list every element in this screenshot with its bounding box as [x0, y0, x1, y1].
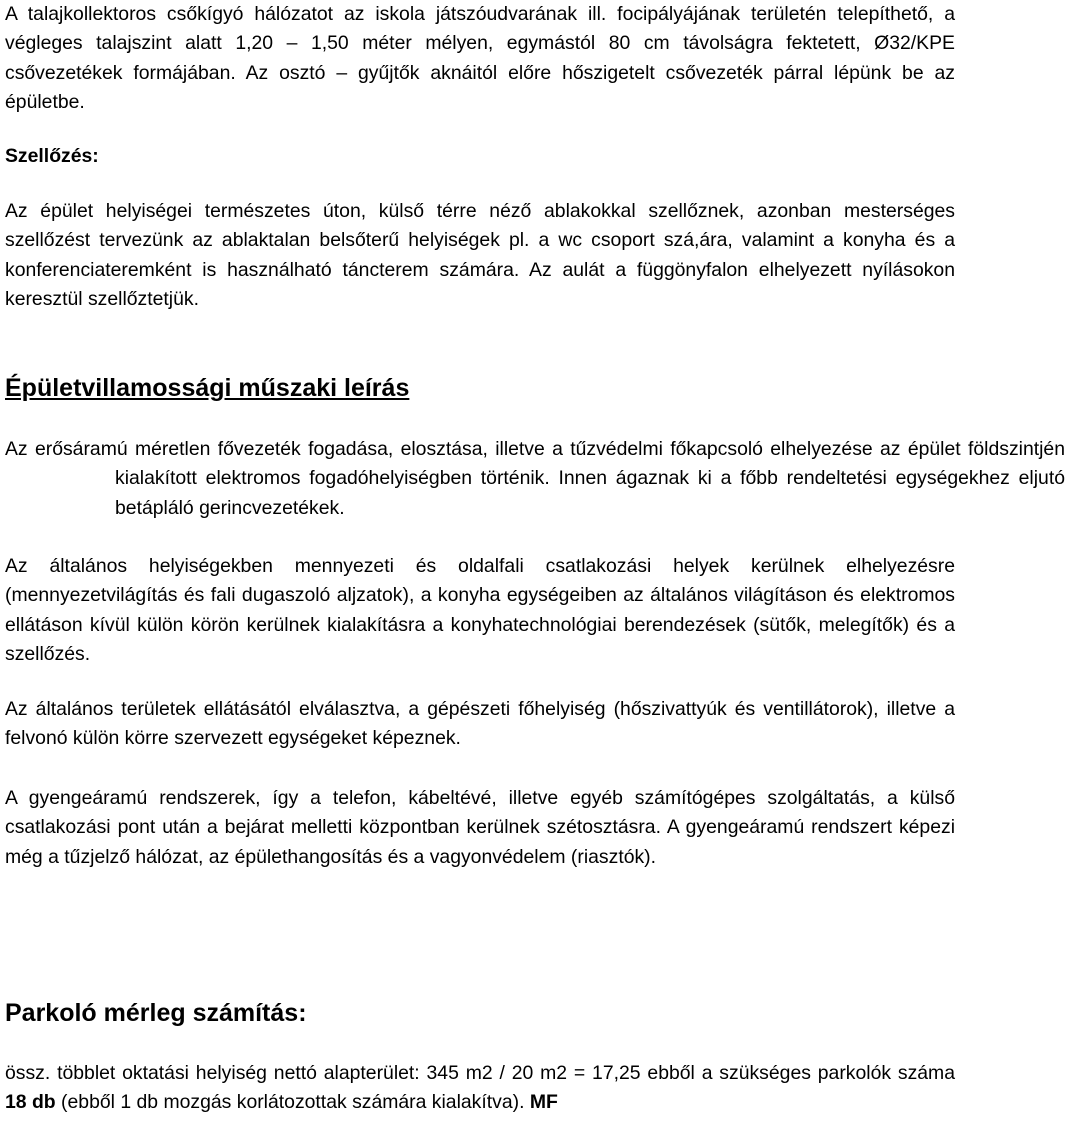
electrical-paragraph-4: A gyengeáramú rendszerek, így a telefon, kábeltévé, illetve egyéb számítógépes szolgáltatás, a külső csatlakozási pont után a bejárat melletti központban kerülnek szétosztásra. A gyengeáramú rendszert képezi még a tűzjelző hálózat, az épülethangosítás és a vagyonvédelem (riasztók).	[5, 787, 955, 868]
signature-initials: MF	[529, 1091, 558, 1114]
parking-text-before: össz. többlet oktatási helyiség nettó alapterület: 345 m2 / 20 m2 = 17,25 ebből a szükséges parkolók száma	[5, 1062, 955, 1084]
parking-count: 18 db	[5, 1091, 56, 1114]
electrical-paragraph-3: Az általános területek ellátásától elválasztva, a gépészeti főhelyiség (hőszivattyúk és ventillátorok), illetve a felvonó külön körre szervezett egységeket képeznek.	[5, 698, 955, 750]
parking-text-after: (ebből 1 db mozgás korlátozottak számára kialakítva).	[55, 1091, 530, 1114]
electrical-paragraph-2: Az általános helyiségekben mennyezeti és oldalfali csatlakozási helyek kerülnek elhelyezésre (mennyezetvilágítás és fali dugaszoló aljzatok), a konyha egységeiben az általános világításon és elektromos ellátáson kívül külön körön kerülnek kialakításra a konyhatechnológiai berendezések (sütők, melegítők) és a szellőzés.	[5, 555, 955, 665]
parking-heading: Parkoló mérleg számítás:	[5, 999, 307, 1027]
intro-paragraph: A talajkollektoros csőkígyó hálózatot az iskola játszóudvarának ill. focipályájának területén telepíthető, a végleges talajszint alatt 1,20 – 1,50 méter mélyen, egymástól 80 cm távolságra fektetett, Ø32/KPE csővezetékek formájában. Az osztó – gyűjtők aknáitól előre hőszigetelt csővezeték párral lépünk be az épületbe.	[5, 3, 955, 113]
electrical-paragraph-1: Az erősáramú méretlen fővezeték fogadása, elosztása, illetve a tűzvédelmi főkapcsoló elhelyezése az épület földszintjén kialakított elektromos fogadóhelyiségben történik. Innen ágaznak ki a főbb rendeltetési egységekhez eljutó betápláló gerincvezetékek.	[5, 438, 1065, 519]
electrical-heading: Épületvillamossági műszaki leírás	[5, 374, 410, 402]
ventilation-heading: Szellőzés:	[5, 145, 99, 167]
ventilation-paragraph: Az épület helyiségei természetes úton, külső térre néző ablakokkal szellőznek, azonban mesterséges szellőzést tervezünk az ablaktalan belsőterű helyiségek pl. a wc csoport szá,ára, valamint a konyha és a konferenciateremként is használható táncterem számára. Az aulát a függönyfalon elhelyezett nyílásokon keresztül szellőztetjük.	[5, 200, 955, 310]
parking-paragraph	[5, 1059, 955, 1118]
